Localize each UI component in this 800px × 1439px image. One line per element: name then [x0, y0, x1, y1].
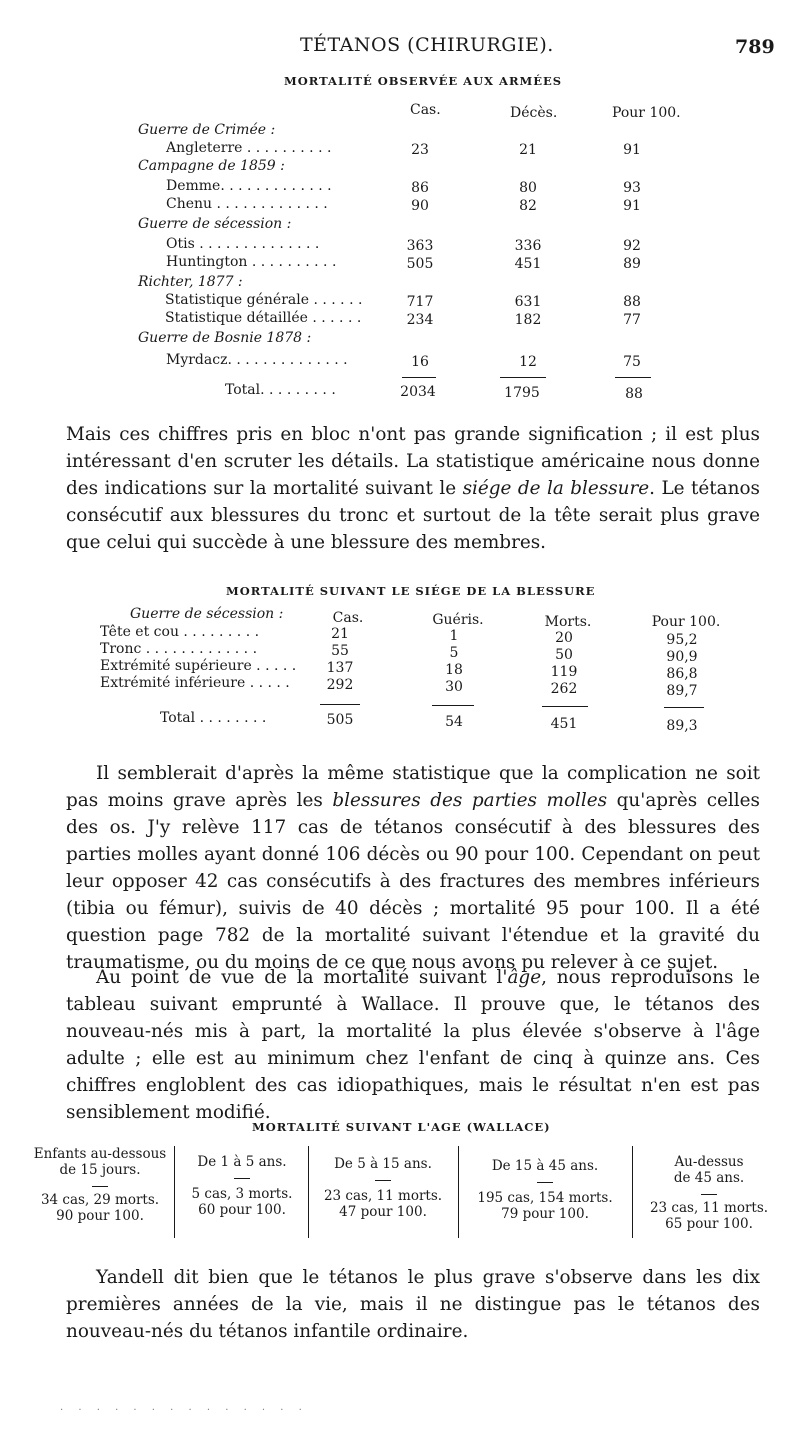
table2-row-label: Tronc . . . . . . . . . . . . .: [100, 641, 258, 657]
table2-cell-cas: 292: [326, 677, 354, 693]
table3-caption: MORTALITÉ SUIVANT L'AGE (WALLACE): [252, 1120, 551, 1134]
table1-total-rule-cas: [402, 377, 436, 378]
table2-total-rule-cas: [320, 704, 360, 705]
table2-cell-pour100: 90,9: [666, 649, 698, 665]
table1-cell-deces: 182: [514, 312, 542, 328]
table2-cell-morts: 119: [550, 664, 578, 680]
paragraph-1: Mais ces chiffres pris en bloc n'ont pas grande signification ; il est plus intéressant d'en scruter les détails. La statistique américaine nous donne des indications sur la mortalité suivant le siége de la blessure. Le tétanos consécutif aux blessures du tronc et surtout de la tête serait plus grave que celui qui succède à une blessure des membres.: [66, 424, 760, 553]
age-group-2-rate: 60 pour 100.: [198, 1202, 286, 1218]
table1-col-deces: Décès.: [510, 105, 558, 121]
table2-cell-pour100: 89,7: [666, 683, 698, 699]
table2-total-pour100: 89,3: [666, 718, 698, 734]
age-group-1-rate: 90 pour 100.: [56, 1208, 144, 1224]
table2-cell-pour100: 95,2: [666, 632, 698, 648]
age-group-1-subhead: de 15 jours.: [59, 1162, 141, 1178]
table1-row-label: Chenu . . . . . . . . . . . . .: [166, 196, 328, 212]
table1-cell-deces: 451: [514, 256, 542, 272]
table1-row-label: Angleterre . . . . . . . . . .: [166, 140, 332, 156]
table1-cell-pour100: 77: [623, 312, 641, 328]
table1-cell-deces: 21: [519, 142, 537, 158]
table2-total-rule-gueris: [432, 705, 474, 706]
table2-cell-gueris: 30: [445, 679, 463, 695]
table1-total-label: Total. . . . . . . . .: [225, 382, 336, 398]
age-group-2-cases: 5 cas, 3 morts.: [191, 1186, 293, 1202]
table1-total-deces: 1795: [504, 385, 540, 401]
table1-cell-cas: 16: [411, 354, 429, 370]
table2-heading: Guerre de sécession :: [130, 606, 284, 622]
table2-total-morts: 451: [550, 716, 578, 732]
table2-row-label: Tête et cou . . . . . . . . .: [100, 624, 260, 640]
table2-total-cas: 505: [326, 712, 354, 728]
table1-cell-pour100: 89: [623, 256, 641, 272]
paragraph-3: Au point de vue de la mortalité suivant l'âge, nous reproduisons le tableau suivant emprunté à Wallace. Il prouve que, le tétanos des nouveau-nés mis à part, la mortalité la plus élevée s'observe à l'âge adulte ; elle est au minimum chez l'enfant de cinq à quinze ans. Ces chiffres engloblent des cas idiopathiques, mais le résultat n'en est pas sensiblement modifié.: [66, 967, 761, 1123]
table1-row-label: Statistique détaillée . . . . . .: [165, 310, 362, 326]
table2-col-pour100: Pour 100.: [651, 614, 721, 630]
table1-cell-cas: 90: [411, 198, 429, 214]
table2-col-cas: Cas.: [332, 610, 364, 626]
running-header: TÉTANOS (CHIRURGIE).: [300, 34, 554, 56]
table1-cell-cas: 23: [411, 142, 429, 158]
table1-total-pour100: 88: [625, 386, 643, 402]
table1-row-label: Demme. . . . . . . . . . . . .: [166, 178, 332, 194]
table1-cell-cas: 363: [406, 238, 434, 254]
table1-cell-pour100: 92: [623, 238, 641, 254]
age-group-1-cases: 34 cas, 29 morts.: [40, 1192, 160, 1208]
table1-total-rule-deces: [500, 377, 546, 378]
table2-cell-gueris: 5: [449, 645, 459, 661]
table1-group-heading: Campagne de 1859 :: [138, 158, 285, 174]
table2-col-morts: Morts.: [544, 614, 592, 630]
table2-cell-morts: 262: [550, 681, 578, 697]
page-number: 789: [735, 36, 775, 58]
table1-row-label: Myrdacz. . . . . . . . . . . . . .: [166, 352, 348, 368]
age-group-3-rate: 47 pour 100.: [339, 1204, 427, 1220]
age-group-2: [176, 1146, 308, 1246]
table1-col-cas: Cas.: [410, 102, 441, 118]
table2-cell-gueris: 18: [445, 662, 463, 678]
age-group-4-cases: 195 cas, 154 morts.: [477, 1190, 613, 1206]
table1-total-cas: 2034: [400, 384, 436, 400]
table2-cell-morts: 50: [555, 647, 573, 663]
table2-total-gueris: 54: [445, 714, 463, 730]
table1-group-heading: Guerre de Bosnie 1878 :: [138, 330, 312, 346]
table1-cell-cas: 717: [406, 294, 434, 310]
table1-group-heading: Guerre de sécession :: [138, 216, 292, 232]
table1-caption: MORTALITÉ OBSERVÉE AUX ARMÉES: [284, 74, 563, 88]
table1-row-label: Huntington . . . . . . . . . .: [166, 254, 337, 270]
age-group-5: [634, 1146, 784, 1246]
table1-cell-deces: 80: [519, 180, 537, 196]
age-group-3-head: De 5 à 15 ans.: [334, 1156, 432, 1172]
paragraph-2: Il semblerait d'après la même statistique que la complication ne soit pas moins grave après les blessures des parties molles qu'après celles des os. J'y relève 117 cas de tétanos consécutif à des blessures des parties molles ayant donné 106 décès ou 90 pour 100. Cependant on peut leur opposer 42 cas consécutifs à des fractures des membres inférieurs (tibia ou fémur), suivis de 40 décès ; mortalité 95 pour 100. Il a été question page 782 de la mortalité suivant l'étendue et la gravité du traumatisme, ou du moins de ce que nous avons pu relever à ce sujet.: [66, 763, 760, 973]
table1-cell-deces: 82: [519, 198, 537, 214]
table2-col-gueris: Guéris.: [432, 612, 484, 628]
table1-cell-pour100: 88: [623, 294, 641, 310]
age-group-1: [30, 1146, 170, 1246]
table2-cell-cas: 137: [326, 660, 354, 676]
page-edge-specks: . . . . . . . . . . . . . .: [60, 1402, 308, 1413]
table2-total-label: Total . . . . . . . .: [160, 710, 267, 726]
age-group-5-rate: 65 pour 100.: [665, 1216, 753, 1232]
table1-group-heading: Richter, 1877 :: [138, 274, 243, 290]
table1-row-label: Otis . . . . . . . . . . . . . .: [166, 236, 320, 252]
age-group-5-cases: 23 cas, 11 morts.: [649, 1200, 769, 1216]
table2-cell-cas: 55: [331, 643, 349, 659]
table1-cell-cas: 86: [411, 180, 429, 196]
table1-cell-deces: 631: [514, 294, 542, 310]
table2-caption: MORTALITÉ SUIVANT LE SIÉGE DE LA BLESSURE: [226, 584, 596, 598]
table1-cell-pour100: 75: [623, 354, 641, 370]
table2-row-label: Extrémité supérieure . . . . .: [100, 658, 297, 674]
age-group-5-head: Au-dessus: [674, 1154, 744, 1170]
table1-cell-pour100: 93: [623, 180, 641, 196]
table2-cell-pour100: 86,8: [666, 666, 698, 682]
table2-cell-gueris: 1: [449, 628, 459, 644]
table1-cell-deces: 12: [519, 354, 537, 370]
table2-row-label: Extrémité inférieure . . . . .: [100, 675, 290, 691]
table2-cell-morts: 20: [555, 630, 573, 646]
age-group-2-head: De 1 à 5 ans.: [197, 1154, 287, 1170]
table2-cell-cas: 21: [331, 626, 349, 642]
age-group-4-head: De 15 à 45 ans.: [491, 1158, 599, 1174]
table1-group-heading: Guerre de Crimée :: [138, 122, 276, 138]
table1-cell-cas: 505: [406, 256, 434, 272]
table1-col-pour100: Pour 100.: [612, 105, 681, 121]
table1-total-rule-pour100: [615, 377, 651, 378]
table1-cell-cas: 234: [406, 312, 434, 328]
table1-cell-pour100: 91: [623, 142, 641, 158]
table2-total-rule-pour100: [664, 707, 704, 708]
table1-cell-deces: 336: [514, 238, 542, 254]
paragraph-4: Yandell dit bien que le tétanos le plus grave s'observe dans les dix premières années de la vie, mais il ne distingue pas le tétanos des nouveau-nés du tétanos infantile ordinaire.: [66, 1267, 760, 1342]
age-group-5-subhead: de 45 ans.: [673, 1170, 745, 1186]
table1-row-label: Statistique générale . . . . . .: [165, 292, 363, 308]
table1-cell-pour100: 91: [623, 198, 641, 214]
age-group-1-head: Enfants au-dessous: [33, 1146, 167, 1162]
age-group-4: [460, 1146, 630, 1246]
age-group-4-rate: 79 pour 100.: [501, 1206, 589, 1222]
age-group-3-cases: 23 cas, 11 morts.: [323, 1188, 443, 1204]
age-group-3: [310, 1146, 456, 1246]
table2-total-rule-morts: [542, 706, 588, 707]
